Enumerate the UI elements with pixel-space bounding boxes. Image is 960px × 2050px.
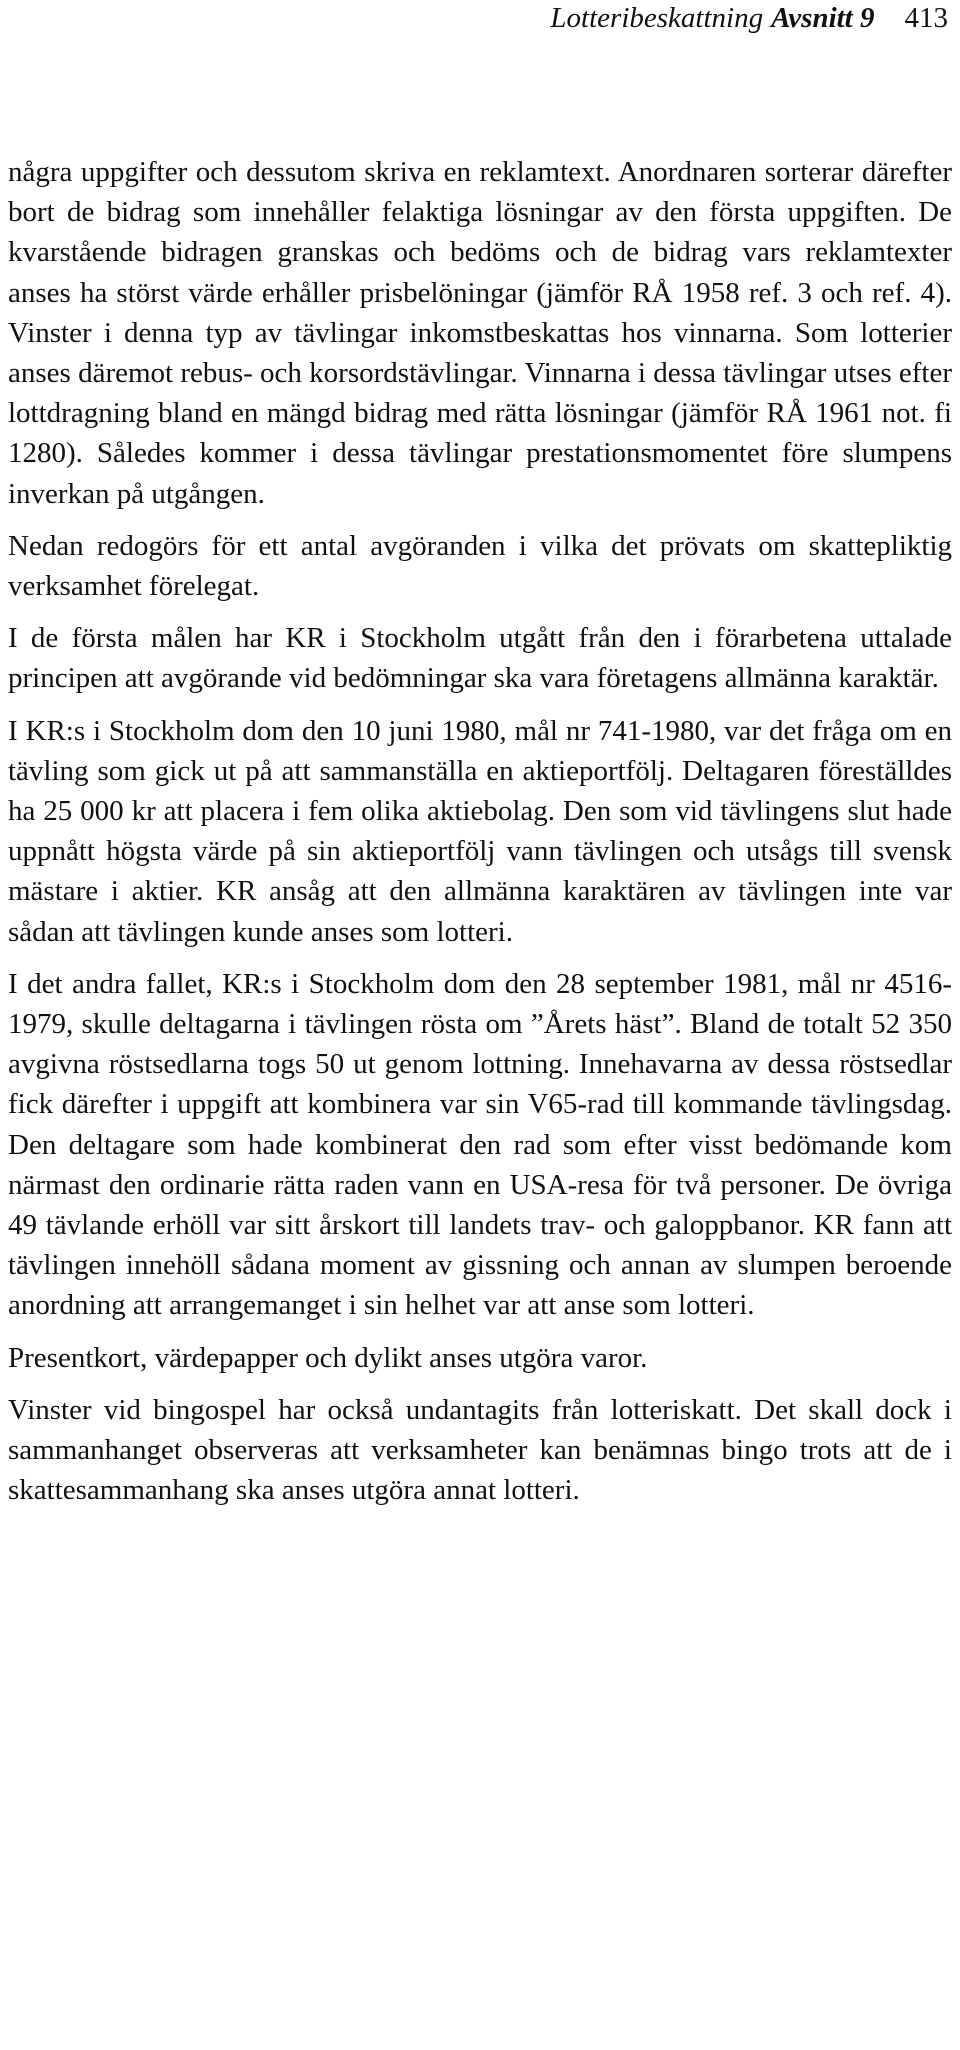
- running-header: [550, 0, 948, 40]
- body-text: [8, 152, 952, 1523]
- paragraph-1: några uppgifter och dessutom skriva en reklamtext. Anordnaren sorterar därefter bort de bidrag som innehåller felaktiga lösningar av den första uppgiften. De kvarstående bidragen granskas och bedöms och de bidrag vars reklamtexter anses ha störst värde erhåller prisbelöningar (jämför RÅ 1958 ref. 3 och ref. 4). Vinster i denna typ av tävlingar inkomstbeskattas hos vinnarna. Som lotterier anses däremot rebus- och korsordstävlingar. Vinnarna i dessa tävlingar utses efter lottdragning bland en mängd bidrag med rätta lösningar (jämför RÅ 1961 not. fi 1280). Således kommer i dessa tävlingar prestationsmomentet före slumpens inverkan på utgången.: [8, 156, 952, 510]
- header-section: Avsnitt 9: [771, 2, 875, 34]
- document-page: [8, 0, 952, 2050]
- header-title: Lotteribeskattning: [550, 2, 764, 34]
- paragraph-2: Nedan redogörs för ett antal avgöranden i vilka det prövats om skattepliktig verksamhet förelegat.: [8, 529, 952, 603]
- paragraph-5: I det andra fallet, KR:s i Stockholm dom den 28 september 1981, mål nr 4516-1979, skulle deltagarna i tävlingen rösta om ”Årets häst”. Bland de totalt 52 350 avgivna röstsedlarna togs 50 ut genom lottning. Innehavarna av dessa röstsedlar fick därefter i uppgift att kombinera var sin V65-rad till kommande tävlingsdag. Den deltagare som hade kombinerat den rad som efter visst bedömande kom närmast den ordinarie rätta raden vann en USA-resa för två personer. De övriga 49 tävlande erhöll var sitt årskort till landets trav- och galoppbanor. KR fann att tävlingen innehöll sådana moment av gissning och annan av slumpen beroende anordning att arrangemanget i sin helhet var att anse som lotteri.: [8, 967, 952, 1322]
- paragraph-7: Vinster vid bingospel har också undantagits från lotteriskatt. Det skall dock i sammanhanget observeras att verksamheter kan benämnas bingo trots att de i skattesammanhang ska anses utgöra annat lotteri.: [8, 1393, 952, 1507]
- paragraph-4: I KR:s i Stockholm dom den 10 juni 1980, mål nr 741-1980, var det fråga om en tävling som gick ut på att sammanställa en aktieportfölj. Deltagaren föreställdes ha 25 000 kr att placera i fem olika aktiebolag. Den som vid tävlingens slut hade uppnått högsta värde på sin aktieportfölj vann tävlingen och utsågs till svensk mästare i aktier. KR ansåg att den allmänna karaktären av tävlingen inte var sådan att tävlingen kunde anses som lotteri.: [8, 714, 952, 948]
- paragraph-3: I de första målen har KR i Stockholm utgått från den i förarbetena uttalade principen att avgörande vid bedömningar ska vara företagens allmänna karaktär.: [8, 622, 952, 695]
- page-number: 413: [904, 2, 948, 34]
- paragraph-6: Presentkort, värdepapper och dylikt anses utgöra varor.: [8, 1341, 648, 1374]
